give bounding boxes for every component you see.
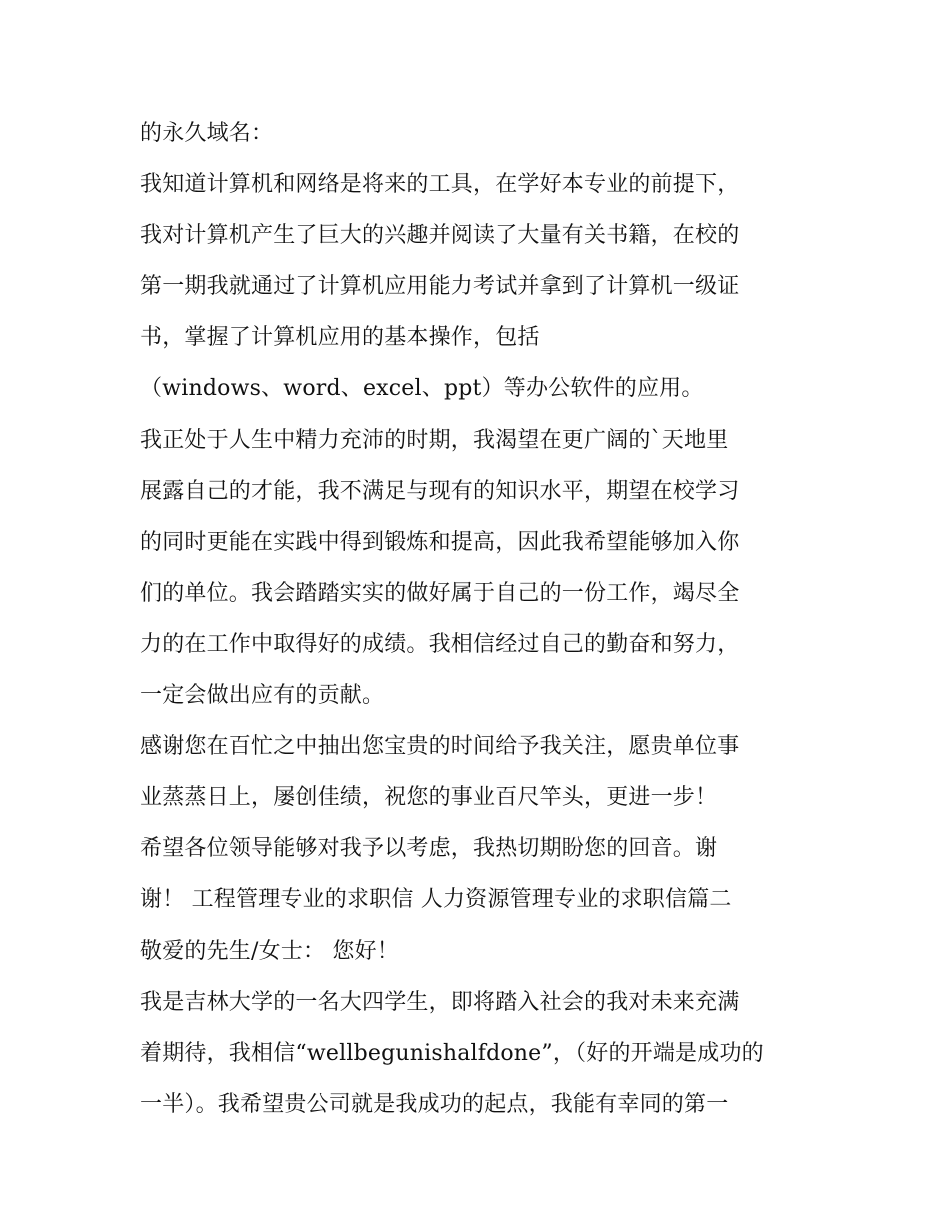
text-line: 的同时更能在实践中得到锻炼和提高，因此我希望能够加入你	[140, 529, 740, 555]
text-line: 业蒸蒸日上，屡创佳绩，祝您的事业百尺竿头，更进一步！	[140, 785, 718, 811]
text-line: 一半）。我希望贵公司就是我成功的起点，我能有幸同的第一	[140, 1091, 729, 1117]
text-line: 谢！ 工程管理专业的求职信 人力资源管理专业的求职信篇二	[140, 887, 732, 913]
text-line: 展露自己的才能，我不满足与现有的知识水平，期望在校学习	[140, 478, 740, 504]
text-line: 我是吉林大学的一名大四学生，即将踏入社会的我对未来充满	[140, 989, 740, 1015]
text-line: 希望各位领导能够对我予以考虑，我热切期盼您的回音。谢	[140, 836, 718, 862]
text-line: 我对计算机产生了巨大的兴趣并阅读了大量有关书籍，在校的	[140, 223, 740, 249]
text-line: 我正处于人生中精力充沛的时期，我渴望在更广阔的`天地里	[140, 427, 729, 453]
text-line: （windows、word、excel、ppt）等办公软件的应用。	[140, 376, 704, 402]
text-line: 书，掌握了计算机应用的基本操作，包括	[140, 325, 540, 351]
text-line: 的永久域名：	[140, 121, 274, 146]
text-line: 着期待，我相信“wellbegunishalfdone”，（好的开端是成功的	[140, 1040, 764, 1066]
text-line: 敬爱的先生/女士： 您好！	[140, 938, 400, 964]
text-line: 第一期我就通过了计算机应用能力考试并拿到了计算机一级证	[140, 274, 740, 300]
text-line: 我知道计算机和网络是将来的工具，在学好本专业的前提下，	[140, 172, 740, 198]
document-body	[140, 108, 820, 1130]
text-line: 一定会做出应有的贡献。	[140, 683, 385, 709]
text-line: 们的单位。我会踏踏实实的做好属于自己的一份工作，竭尽全	[140, 580, 740, 606]
text-line: 力的在工作中取得好的成绩。我相信经过自己的勤奋和努力，	[140, 631, 740, 657]
text-line: 感谢您在百忙之中抽出您宝贵的时间给予我关注，愿贵单位事	[140, 734, 740, 760]
